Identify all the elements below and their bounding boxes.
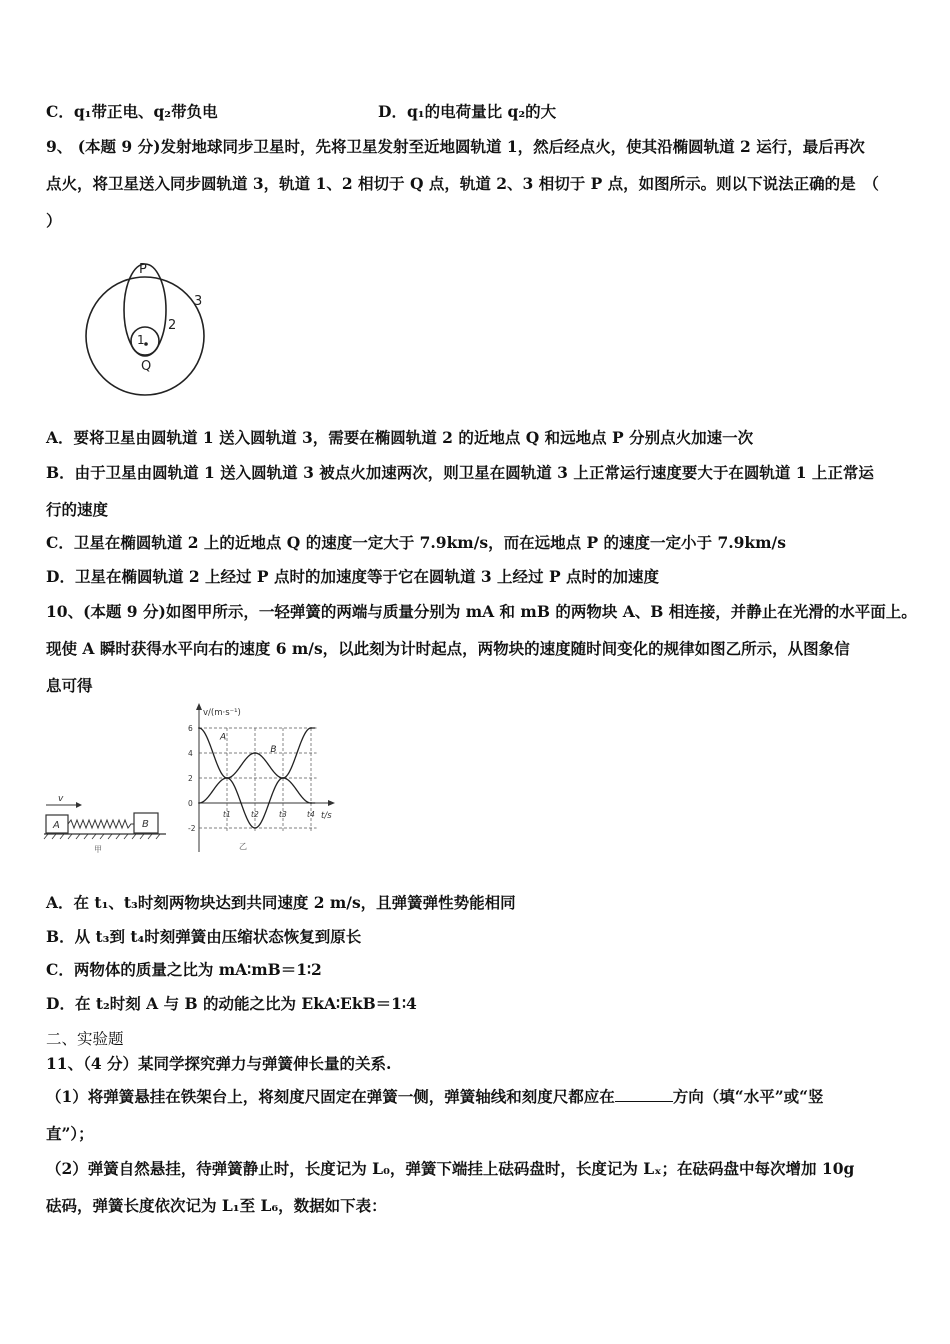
q9-option-d: D．卫星在椭圆轨道 2 上经过 P 点时的加速度等于它在圆轨道 3 上经过 P 点时的加速度 bbox=[46, 567, 659, 586]
q9-option-a: A．要将卫星由圆轨道 1 送入圆轨道 3，需要在椭圆轨道 2 的近地点 Q 和远地点 P 分别点火加速一次 bbox=[46, 428, 754, 447]
velocity-label: v bbox=[58, 794, 64, 804]
q9-option-b-line1: B．由于卫星由圆轨道 1 送入圆轨道 3 被点火加速两次，则卫星在圆轨道 3 上正常运行速度要大于在圆轨道 1 上正常运 bbox=[46, 463, 874, 482]
q11-part2-line1: （2）弹簧自然悬挂，待弹簧静止时，长度记为 L₀，弹簧下端挂上砝码盘时，长度记为 Lₓ；在砝码盘中每次增加 10g bbox=[46, 1159, 855, 1178]
label-p: P bbox=[139, 262, 147, 277]
answer-blank[interactable] bbox=[615, 1087, 673, 1102]
label-3: 3 bbox=[194, 294, 203, 309]
q8-option-c: C．q₁带正电、q₂带负电 bbox=[46, 102, 218, 121]
y-tick-label: 4 bbox=[188, 749, 193, 758]
x-tick-label: t2 bbox=[251, 810, 259, 819]
chart-caption: 乙 bbox=[239, 842, 247, 851]
q11-part1-line1: （1）将弹簧悬挂在铁架台上，将刻度尺固定在弹簧一侧，弹簧轴线和刻度尺都应在 方向（填“水平”或“竖 bbox=[46, 1087, 824, 1106]
q9-option-c: C．卫星在椭圆轨道 2 上的近地点 Q 的速度一定大于 7.9km/s，而在远地点 P 的速度一定小于 7.9km/s bbox=[46, 533, 786, 552]
q10-stem-line3: 息可得 bbox=[46, 676, 93, 695]
q11-stem: 11、（4 分）某同学探究弹力与弹簧伸长量的关系. bbox=[46, 1054, 392, 1073]
series-point-B bbox=[254, 752, 256, 754]
series-point-A bbox=[198, 727, 200, 729]
block-b-label: B bbox=[142, 819, 149, 830]
q10-option-b: B．从 t₃到 t₄时刻弹簧由压缩状态恢复到原长 bbox=[46, 927, 362, 946]
series-point-A bbox=[310, 727, 312, 729]
y-tick-label: 2 bbox=[188, 774, 193, 783]
q9-orbit-figure bbox=[80, 252, 220, 402]
y-tick-label: 0 bbox=[188, 799, 193, 808]
q9-stem-line3: ） bbox=[46, 211, 62, 230]
q9-stem-line1: 9、 (本题 9 分)发射地球同步卫星时，先将卫星发射至近地圆轨道 1，然后经点火，使其沿椭圆轨道 2 运行，最后再次 bbox=[46, 137, 865, 156]
q9-option-b-line2: 行的速度 bbox=[46, 500, 109, 519]
series-point-B bbox=[282, 777, 284, 779]
q10-fig-jia bbox=[42, 790, 177, 860]
x-tick-label: t4 bbox=[307, 810, 315, 819]
x-tick-label: t1 bbox=[223, 810, 231, 819]
fig-jia-caption: 甲 bbox=[94, 845, 102, 854]
series-point-B bbox=[198, 802, 200, 804]
q9-stem-line2: 点火，将卫星送入同步圆轨道 3，轨道 1、2 相切于 Q 点，轨道 2、3 相切于 P 点，如图所示。则以下说法正确的是 （ bbox=[46, 174, 879, 193]
y-tick-label: -2 bbox=[188, 824, 196, 833]
label-q: Q bbox=[141, 359, 152, 374]
q11-part1-line2: 直”）； bbox=[46, 1124, 94, 1143]
velocity-arrowhead bbox=[76, 802, 82, 808]
q10-option-d: D．在 t₂时刻 A 与 B 的动能之比为 EkA∶EkB＝1∶4 bbox=[46, 994, 417, 1013]
q10-stem-line1: 10、(本题 9 分)如图甲所示，一轻弹簧的两端与质量分别为 mA 和 mB 的两物块 A、B 相连接，并静止在光滑的水平面上。 bbox=[46, 602, 917, 621]
series-label-A: A bbox=[220, 732, 227, 743]
orbit-3-circle bbox=[86, 277, 204, 395]
q10-vt-chart bbox=[185, 700, 345, 860]
block-a-label: A bbox=[53, 820, 60, 831]
q11-part2-line2: 砝码，弹簧长度依次记为 L₁至 L₆，数据如下表： bbox=[46, 1196, 387, 1215]
y-axis-arrow bbox=[196, 703, 202, 710]
earth-center-dot bbox=[144, 342, 148, 346]
series-point-A bbox=[254, 827, 256, 829]
series-label-B: B bbox=[270, 744, 277, 755]
y-axis-label: v/(m·s⁻¹) bbox=[203, 708, 241, 718]
spring bbox=[68, 820, 134, 828]
label-2: 2 bbox=[168, 318, 177, 333]
label-1: 1 bbox=[137, 333, 145, 347]
x-axis-label: t/s bbox=[321, 811, 332, 821]
series-point-B bbox=[226, 777, 228, 779]
q10-stem-line2: 现使 A 瞬时获得水平向右的速度 6 m/s，以此刻为计时起点，两物块的速度随时间变化的规律如图乙所示，从图象信 bbox=[46, 639, 850, 658]
q10-option-c: C．两物体的质量之比为 mA∶mB＝1∶2 bbox=[46, 960, 322, 979]
orbit-1-circle bbox=[131, 327, 159, 355]
section-title: 二、实验题 bbox=[46, 1030, 124, 1048]
q10-option-a: A．在 t₁、t₃时刻两物块达到共同速度 2 m/s，且弹簧弹性势能相同 bbox=[46, 893, 516, 912]
x-tick-label: t3 bbox=[279, 810, 287, 819]
x-axis-arrow bbox=[328, 800, 335, 806]
y-tick-label: 6 bbox=[188, 724, 193, 733]
series-point-B bbox=[310, 802, 312, 804]
q8-option-d: D．q₁的电荷量比 q₂的大 bbox=[378, 102, 557, 121]
ground-hatch bbox=[44, 834, 160, 839]
